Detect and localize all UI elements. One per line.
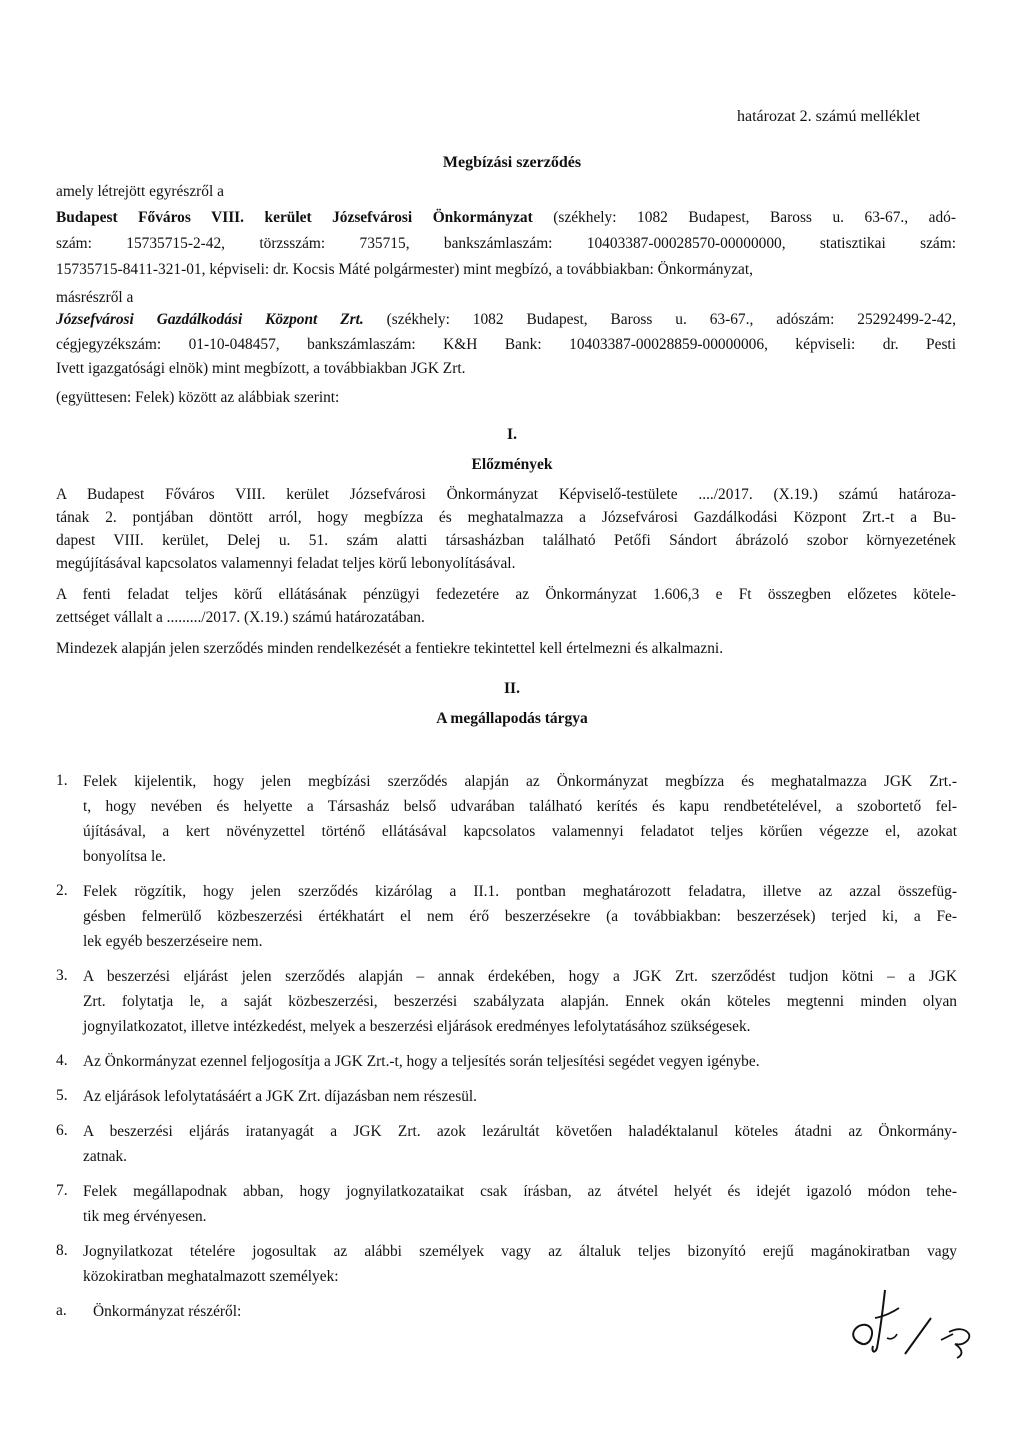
- item6-line2: zatnak.: [83, 1148, 128, 1165]
- party2-line1-rest: (székhely: 1082 Budapest, Baross u. 63-67., adószám: 25292499-2-42,: [363, 311, 956, 328]
- item-number: 6.: [56, 1122, 68, 1139]
- party1-line2: szám: 15735715-2-42, törzsszám: 735715, bankszámlaszám: 10403387-00028570-00000000, statisztikai szám:: [56, 235, 956, 252]
- item-number: 7.: [56, 1182, 68, 1199]
- item1-line3: újításával, a kert növényzettel történő ellátásával kapcsolatos valamennyi feladatot teljes körűen végezze el, azokat: [83, 823, 957, 840]
- item4-line1: Az Önkormányzat ezennel feljogosítja a JGK Zrt.-t, hogy a teljesítés során teljesítési segédet vegyen igénybe.: [83, 1053, 760, 1070]
- signature-initials: [845, 1282, 985, 1362]
- item-number: 3.: [56, 967, 68, 984]
- party2-line3: Ivett igazgatósági elnök) mint megbízott, a továbbiakban JGK Zrt.: [56, 360, 466, 377]
- party2-name: Józsefvárosi Gazdálkodási Központ Zrt.: [56, 311, 364, 328]
- section1-p1-line3: dapest VIII. kerület, Delej u. 51. szám alatti társasházban található Petőfi Sándort ábrázoló szobor környezetének: [56, 532, 956, 549]
- item2-line3: lek egyéb beszerzéseire nem.: [83, 933, 263, 950]
- section1-p3: Mindezek alapján jelen szerződés minden rendelkezését a fentiekre tekintettel kell értelmezni és alkalmazni.: [56, 640, 724, 657]
- item1-line2: t, hogy nevében és helyette a Társasház belső udvarában található kerítés és kapu rendbetételével, a szobortető fel-: [83, 798, 957, 815]
- document-title: Megbízási szerződés: [442, 154, 582, 171]
- party2-line2: cégjegyzékszám: 01-10-048457, bankszámlaszám: K&H Bank: 10403387-00028859-00000006, képviseli: dr. Pesti: [56, 336, 956, 353]
- item-number: 5.: [56, 1087, 68, 1104]
- party1-name: Budapest Főváros VIII. kerület Józsefvárosi Önkormányzat: [56, 209, 533, 226]
- item5-line1: Az eljárások lefolytatásáért a JGK Zrt. díjazásban nem részesül.: [83, 1088, 478, 1105]
- party1-intro: amely létrejött egyrészről a: [56, 183, 224, 200]
- together-line: (együttesen: Felek) között az alábbiak szerint:: [56, 389, 340, 406]
- section1-numeral: I.: [507, 426, 517, 443]
- item8-line1: Jognyilatkozat tételére jogosultak az alábbi személyek vagy az általuk teljes bizonyító erejű magánokiratban vagy: [83, 1243, 957, 1260]
- sub-item-a-text: Önkormányzat részéről:: [93, 1303, 242, 1320]
- section1-p1-line2: tának 2. pontjában döntött arról, hogy megbízza és meghatalmazza a Józsefvárosi Gazdálkodási Központ Zrt.-t a Bu-: [56, 509, 956, 526]
- party2-intro: másrészről a: [56, 289, 134, 306]
- item3-line3: jognyilatkozatot, illetve intézkedést, melyek a beszerzési eljárások eredményes lefolytatásához szükségesek.: [83, 1018, 751, 1035]
- section2-heading: A megállapodás tárgya: [436, 710, 588, 727]
- section1-p2-line1: A fenti feladat teljes körű ellátásának pénzügyi fedezetére az Önkormányzat 1.606,3 e Ft összegben előzetes kötele-: [56, 586, 956, 603]
- section1-p1-line4: megújításával kapcsolatos valamennyi feladat teljes körű lebonyolításával.: [56, 555, 516, 572]
- section1-p1-line1: A Budapest Főváros VIII. kerület Józsefvárosi Önkormányzat Képviselő-testülete ..../2017. (X.19.) számú határoza-: [56, 486, 956, 503]
- annex-label: határozat 2. számú melléklet: [737, 108, 921, 125]
- party2-line1: [56, 310, 956, 330]
- section1-p2-line2: zettséget vállalt a ........./2017. (X.19.) számú határozatában.: [56, 609, 425, 626]
- party1-line3: 15735715-8411-321-01, képviseli: dr. Kocsis Máté polgármester) mint megbízó, a továbbiakban: Önkormányzat,: [56, 261, 753, 278]
- party1-line1: [56, 208, 956, 228]
- item1-line4: bonyolítsa le.: [83, 848, 166, 865]
- sub-item-letter: a.: [56, 1302, 67, 1319]
- section1-heading: Előzmények: [471, 456, 553, 473]
- item2-line1: Felek rögzítik, hogy jelen szerződés kizárólag a II.1. pontban meghatározott feladatra, illetve az azzal összefüg-: [83, 883, 957, 900]
- item7-line2: tik meg érvényesen.: [83, 1208, 207, 1225]
- item-number: 4.: [56, 1052, 68, 1069]
- item8-line2: közokiratban meghatalmazott személyek:: [83, 1268, 339, 1285]
- item3-line2: Zrt. folytatja le, a saját közbeszerzési, beszerzési szabályzata alapján. Ennek okán köteles megtenni minden olyan: [83, 993, 957, 1010]
- item7-line1: Felek megállapodnak abban, hogy jognyilatkozataikat csak írásban, az átvétel helyét és idejét igazoló módon tehe-: [83, 1183, 957, 1200]
- item-number: 8.: [56, 1242, 68, 1259]
- item6-line1: A beszerzési eljárás iratanyagát a JGK Zrt. azok lezárultát követően haladéktalanul köteles átadni az Önkormány-: [83, 1123, 957, 1140]
- item-number: 1.: [56, 772, 68, 789]
- section2-numeral: II.: [504, 680, 520, 697]
- item3-line1: A beszerzési eljárást jelen szerződés alapján – annak érdekében, hogy a JGK Zrt. szerződést tudjon kötni – a JGK: [83, 968, 957, 985]
- party1-line1-rest: (székhely: 1082 Budapest, Baross u. 63-67., adó-: [532, 209, 957, 226]
- item2-line2: gésben felmerülő közbeszerzési értékhatárt el nem érő beszerzésekre (a továbbiakban: beszerzések) terjed ki, a Fe-: [83, 908, 957, 925]
- item-number: 2.: [56, 882, 68, 899]
- item1-line1: Felek kijelentik, hogy jelen megbízási szerződés alapján az Önkormányzat megbízza és meghatalmazza JGK Zrt.-: [83, 773, 957, 790]
